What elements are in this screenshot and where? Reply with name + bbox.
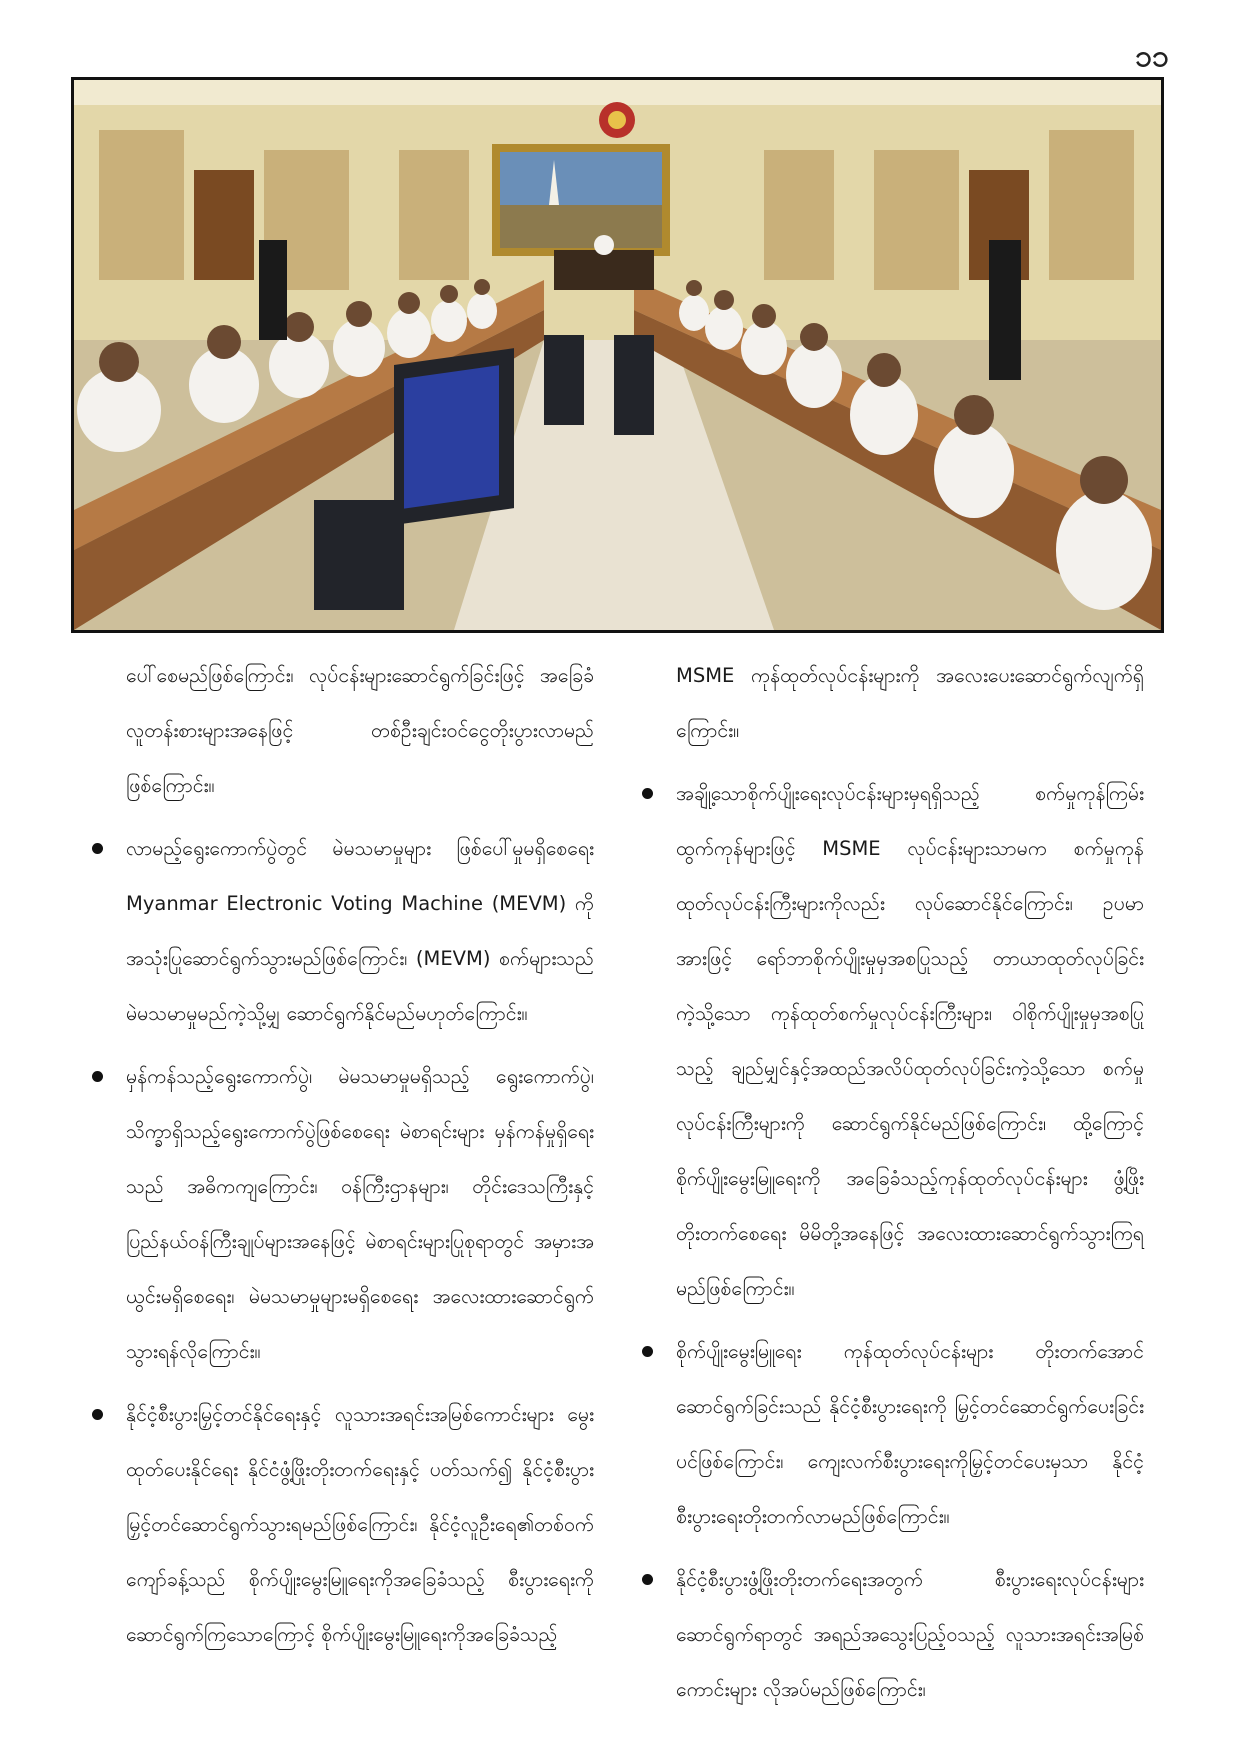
list-item-text: နိုင်ငံ့စီးပွားဖွံ့ဖြိုးတိုးတက်ရေးအတွက် စီးပွားရေးလုပ်ငန်းများဆောင်ရွက်ရာတွင် အရည်အသွေးပြည့်ဝသည့် လူသားအရင်းအမြစ်ကောင်းများ လိုအပ်မည်ဖြစ်ကြောင်း၊ xyxy=(676,1568,1144,1701)
curtain xyxy=(1049,130,1134,280)
left-intro-text: ပေါ်စေမည်ဖြစ်ကြောင်း၊ လုပ်ငန်းများဆောင်ရွက်ခြင်းဖြင့် အခြေခံလူတန်းစားများအနေဖြင့် တစ်ဦးချင်းဝင်ငွေတိုးပွားလာမည်ဖြစ်ကြောင်း။ xyxy=(126,664,594,797)
bullet-icon xyxy=(642,1346,653,1357)
bullet-icon xyxy=(642,1574,653,1585)
door xyxy=(194,170,254,280)
list-item xyxy=(126,821,594,1041)
list-item xyxy=(676,1324,1144,1544)
curtain xyxy=(764,150,834,280)
list-item-text: စိုက်ပျိုးမွေးမြူရေး ကုန်ထုတ်လုပ်ငန်းများ တိုးတက်အောင်ဆောင်ရွက်ခြင်းသည် နိုင်ငံ့စီးပွားရေးကို မြှင့်တင်ဆောင်ရွက်ပေးခြင်းပင်ဖြစ်ကြောင်း၊ ကျေးလက်စီးပွားရေးကိုမြှင့်တင်ပေးမှသာ နိုင်ငံ့စီးပွားရေးတိုးတက်လာမည်ဖြစ်ကြောင်း။ xyxy=(676,1340,1144,1528)
list-item-text: အချို့သောစိုက်ပျိုးရေးလုပ်ငန်းများမှရရှိသည့် စက်မှုကုန်ကြမ်းထွက်ကုန်များဖြင့် MSME လုပ်ငန်းများသာမက စက်မှုကုန်ထုတ်လုပ်ငန်းကြီးများကိုလည်း လုပ်ဆောင်နိုင်ကြောင်း၊ ဥပမာအားဖြင့် ရော်ဘာစိုက်ပျိုးမှုမှအစပြုသည့် တာယာထုတ်လုပ်ခြင်းကဲ့သို့သော ကုန်ထုတ်စက်မှုလုပ်ငန်းကြီးများ၊ ဝါစိုက်ပျိုးမှုမှအစပြုသည့် ချည်မျှင်နှင့်အထည်အလိပ်ထုတ်လုပ်ခြင်းကဲ့သို့သော စက်မှုလုပ်ငန်းကြီးများကို ဆောင်ရွက်နိုင်မည်ဖြစ်ကြောင်း၊ ထို့ကြောင့် စိုက်ပျိုးမွေးမြူရေးကို အခြေခံသည့်ကုန်ထုတ်လုပ်ငန်းများ ဖွံ့ဖြိုးတိုးတက်စေရေး မိမိတို့အနေဖြင့် အလေးထားဆောင်ရွက်သွားကြရမည်ဖြစ်ကြောင်း။ xyxy=(676,782,1144,1300)
bullet-icon xyxy=(92,1071,103,1082)
right-intro-text: MSME ကုန်ထုတ်လုပ်ငန်းများကို အလေးပေးဆောင်ရွက်လျက်ရှိကြောင်း။ xyxy=(676,664,1144,742)
list-item xyxy=(126,1049,594,1379)
curtain xyxy=(874,150,959,290)
camera-operator xyxy=(259,240,287,340)
curtain xyxy=(99,130,184,280)
list-item xyxy=(126,1387,594,1662)
curtain xyxy=(399,150,469,280)
meeting-photo-illustration xyxy=(74,80,1161,630)
meeting-photo xyxy=(71,77,1164,633)
camera-operator xyxy=(989,240,1021,380)
right-column xyxy=(676,648,1144,1725)
list-item xyxy=(676,766,1144,1316)
ceiling xyxy=(74,80,1161,105)
bullet-icon xyxy=(642,788,653,799)
left-column xyxy=(126,648,594,1670)
bullet-icon xyxy=(92,843,103,854)
list-item xyxy=(676,1552,1144,1717)
bullet-icon xyxy=(92,1409,103,1420)
list-item-text: မှန်ကန်သည့်ရွေးကောက်ပွဲ၊ မဲမသမာမှုမရှိသည့် ရွေးကောက်ပွဲ၊ သိက္ခာရှိသည့်ရွေးကောက်ပွဲဖြစ်စေရေး မဲစာရင်းများ မှန်ကန်မှုရှိရေးသည် အဓိကကျကြောင်း၊ ဝန်ကြီးဌာနများ၊ တိုင်းဒေသကြီးနှင့် ပြည်နယ်ဝန်ကြီးချုပ်များအနေဖြင့် မဲစာရင်းများပြုစုရာတွင် အမှားအယွင်းမရှိစေရေး၊ မဲမသမာမှုများမရှိစေရေး အလေးထားဆောင်ရွက်သွားရန်လိုကြောင်း။ xyxy=(126,1065,594,1363)
list-item-text: လာမည့်ရွေးကောက်ပွဲတွင် မဲမသမာမှုများ ဖြစ်ပေါ်မှုမရှိစေရေး Myanmar Electronic Voting Machine (MEVM) ကို အသုံးပြုဆောင်ရွက်သွားမည်ဖြစ်ကြောင်း၊ (MEVM) စက်များသည် မဲမသမာမှုမည်ကဲ့သို့မျှ ဆောင်ရွက်နိုင်မည်မဟုတ်ကြောင်း။ xyxy=(126,837,594,1025)
page-number: ၁၁ xyxy=(1135,39,1169,74)
head-desk xyxy=(554,250,654,290)
list-item-text: နိုင်ငံ့စီးပွားမြှင့်တင်နိုင်ရေးနှင့် လူသားအရင်းအမြစ်ကောင်းများ မွေးထုတ်ပေးနိုင်ရေး နိုင်ငံဖွံ့ဖြိုးတိုးတက်ရေးနှင့် ပတ်သက်၍ နိုင်ငံ့စီးပွားမြှင့်တင်ဆောင်ရွက်သွားရမည်ဖြစ်ကြောင်း၊ နိုင်ငံ့လူဦးရေ၏တစ်ဝက်ကျော်ခန့်သည် စိုက်ပျိုးမွေးမြူရေးကိုအခြေခံသည့် စီးပွားရေးကို ဆောင်ရွက်ကြသောကြောင့် စိုက်ပျိုးမွေးမြူရေးကိုအခြေခံသည့် xyxy=(126,1403,594,1646)
